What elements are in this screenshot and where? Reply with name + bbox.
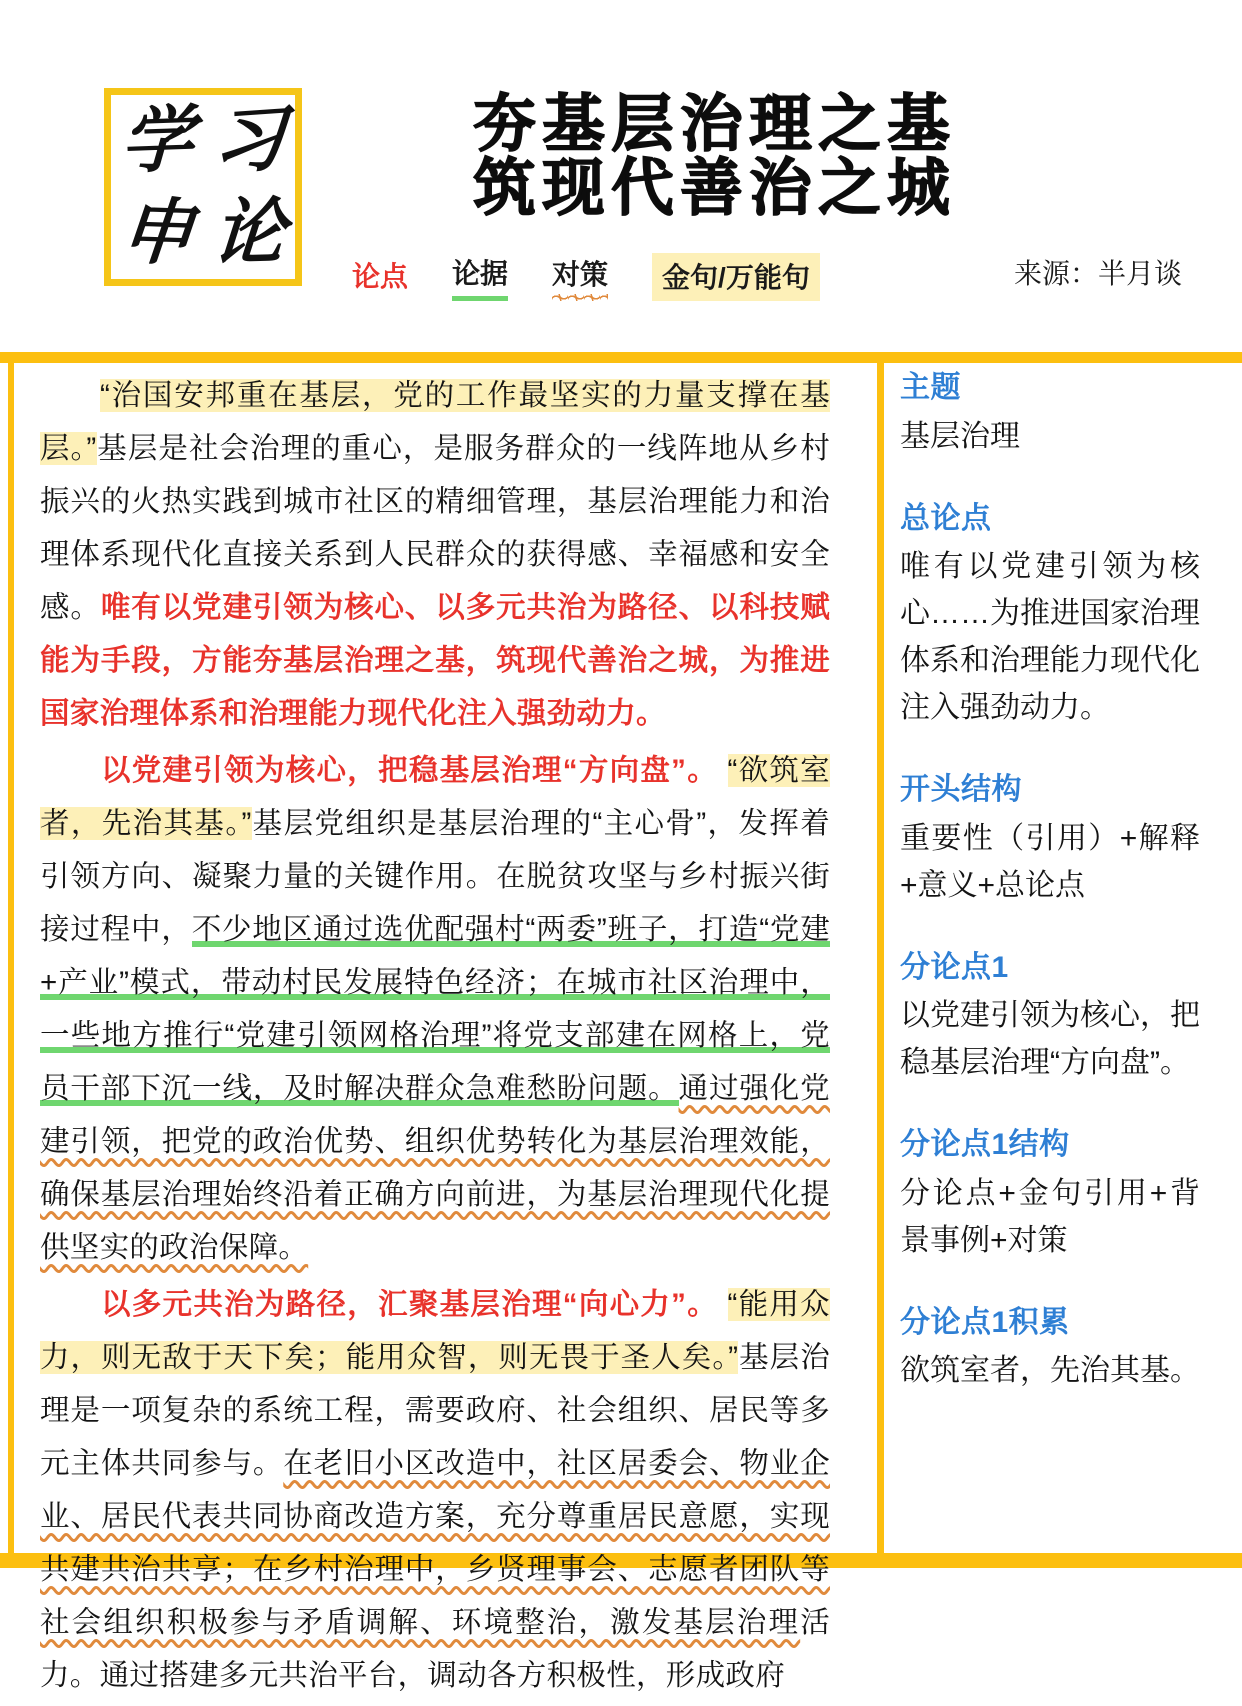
p2-body: 基层党组织是基层治理的“主心骨”，发挥着引领方向、凝聚力量的关键作用。在脱贫攻坚与乡村振兴街接过程中， <box>40 807 830 946</box>
p3-point: 以多元共治为路径，汇聚基层治理“向心力”。 <box>100 1288 719 1321</box>
legend-item-point: 论点 <box>352 260 409 292</box>
paragraph-2 <box>40 744 830 1274</box>
sidebar-text-subpoint-1-structure: 分论点+金句引用+背景事例+对策 <box>900 1176 1200 1257</box>
paragraph-3 <box>40 1278 830 1702</box>
page-title-line-2: 筑现代善治之城 <box>473 150 957 224</box>
sidebar-heading-subpoint-1-structure: 分论点1结构 <box>900 1128 1070 1161</box>
source-label: 来源：半月谈 <box>1013 258 1182 289</box>
sidebar-heading-opening-structure: 开头结构 <box>900 773 1022 806</box>
p2-quote: “欲筑室者，先治其基。” <box>40 754 830 840</box>
legend-row <box>352 252 1112 301</box>
p1-quote: “治国安邦重在基层，党的工作最坚实的力量支撑在基层。” <box>40 379 830 465</box>
page-content <box>0 363 1242 1692</box>
sidebar-block-subpoint-1-notes <box>900 1304 1200 1395</box>
divider-top-rule <box>0 352 1242 363</box>
sidebar-block-subpoint-1-structure <box>900 1126 1200 1264</box>
sidebar-heading-topic: 主题 <box>900 371 961 404</box>
sidebar-block-opening-structure <box>900 771 1200 909</box>
p2-countermeasure: 通过强化党建引领，把党的政治优势、组织优势转化为基层治理效能，确保基层治理始终沿着正确方向前进，为基层治理现代化提供坚实的政治保障。 <box>40 1072 830 1264</box>
logo-char-4: 论 <box>210 192 288 274</box>
p2-point: 以党建引领为核心，把稳基层治理“方向盘”。 <box>100 754 719 787</box>
p1-body: 基层是社会治理的重心，是服务群众的一线阵地从乡村振兴的火热实践到城市社区的精细管理，基层治理能力和治理体系现代化直接关系到人民群众的获得感、幸福感和安全感。 <box>40 432 830 624</box>
sidebar-block-topic <box>900 369 1200 460</box>
p3-quote: “能用众力，则无敌于天下矣；能用众智，则无畏于圣人矣。” <box>40 1288 830 1374</box>
sidebar-text-opening-structure: 重要性（引用）+解释+意义+总论点 <box>900 821 1200 902</box>
sidebar-block-main-point <box>900 500 1200 732</box>
page-title <box>395 87 1035 224</box>
legend-item-countermeasure: 对策 <box>552 253 608 301</box>
logo-char-3: 申 <box>117 191 197 275</box>
sidebar-heading-subpoint-1: 分论点1 <box>900 950 1009 984</box>
page-header <box>0 0 1242 352</box>
sidebar-text-subpoint-1: 以党建引领为核心，把稳基层治理“方向盘”。 <box>900 999 1200 1079</box>
sidebar-text-subpoint-1-notes: 欲筑室者，先治其基。 <box>900 1354 1200 1387</box>
brand-logo-grid <box>111 95 295 279</box>
article-column <box>40 369 830 1706</box>
p2-evidence: 不少地区通过选优配强村“两委”班子，打造“党建+产业”模式，带动村民发展特色经济；在城市社区治理中，一些地方推行“党建引领网格治理”将党支部建在网格上，党员干部下沉一线，及时解决群众急难愁盼问题。 <box>40 913 830 1105</box>
summary-sidebar <box>900 369 1200 1434</box>
sidebar-text-topic: 基层治理 <box>900 419 1020 453</box>
sidebar-block-subpoint-1 <box>900 949 1200 1087</box>
logo-char-1: 学 <box>119 99 195 183</box>
logo-char-2: 习 <box>211 98 287 184</box>
paragraph-1 <box>40 369 830 740</box>
sidebar-heading-main-point: 总论点 <box>900 501 992 535</box>
legend-item-golden-sentence: 金句/万能句 <box>652 253 820 301</box>
p1-point: 唯有以党建引领为核心、以多元共治为路径、以科技赋能为手段，方能夯基层治理之基，筑现代善治之城，为推进国家治理体系和治理能力现代化注入强劲动力。 <box>40 591 831 730</box>
p3-tail: 活力。通过搭建多元共治平台，调动各方积极性，形成政府 <box>40 1606 830 1692</box>
p3-body: 基层治理是一项复杂的系统工程，需要政府、社会组织、居民等多元主体共同参与。 <box>40 1341 830 1480</box>
brand-logo-box <box>104 88 302 286</box>
legend-item-evidence: 论据 <box>452 252 508 301</box>
sidebar-text-main-point: 唯有以党建引领为核心……为推进国家治理体系和治理能力现代化注入强劲动力。 <box>900 550 1200 724</box>
sidebar-heading-subpoint-1-notes: 分论点1积累 <box>900 1305 1070 1339</box>
page-title-line-1: 夯基层治理之基 <box>473 87 957 160</box>
p3-countermeasure: 在老旧小区改造中，社区居委会、物业企业、居民代表共同协商改造方案，充分尊重居民意愿，实现共建共治共享；在乡村治理中，乡贤理事会、志愿者团队等社会组织积极参与矛盾调解、环境整治，激发基层治理 <box>40 1447 830 1639</box>
